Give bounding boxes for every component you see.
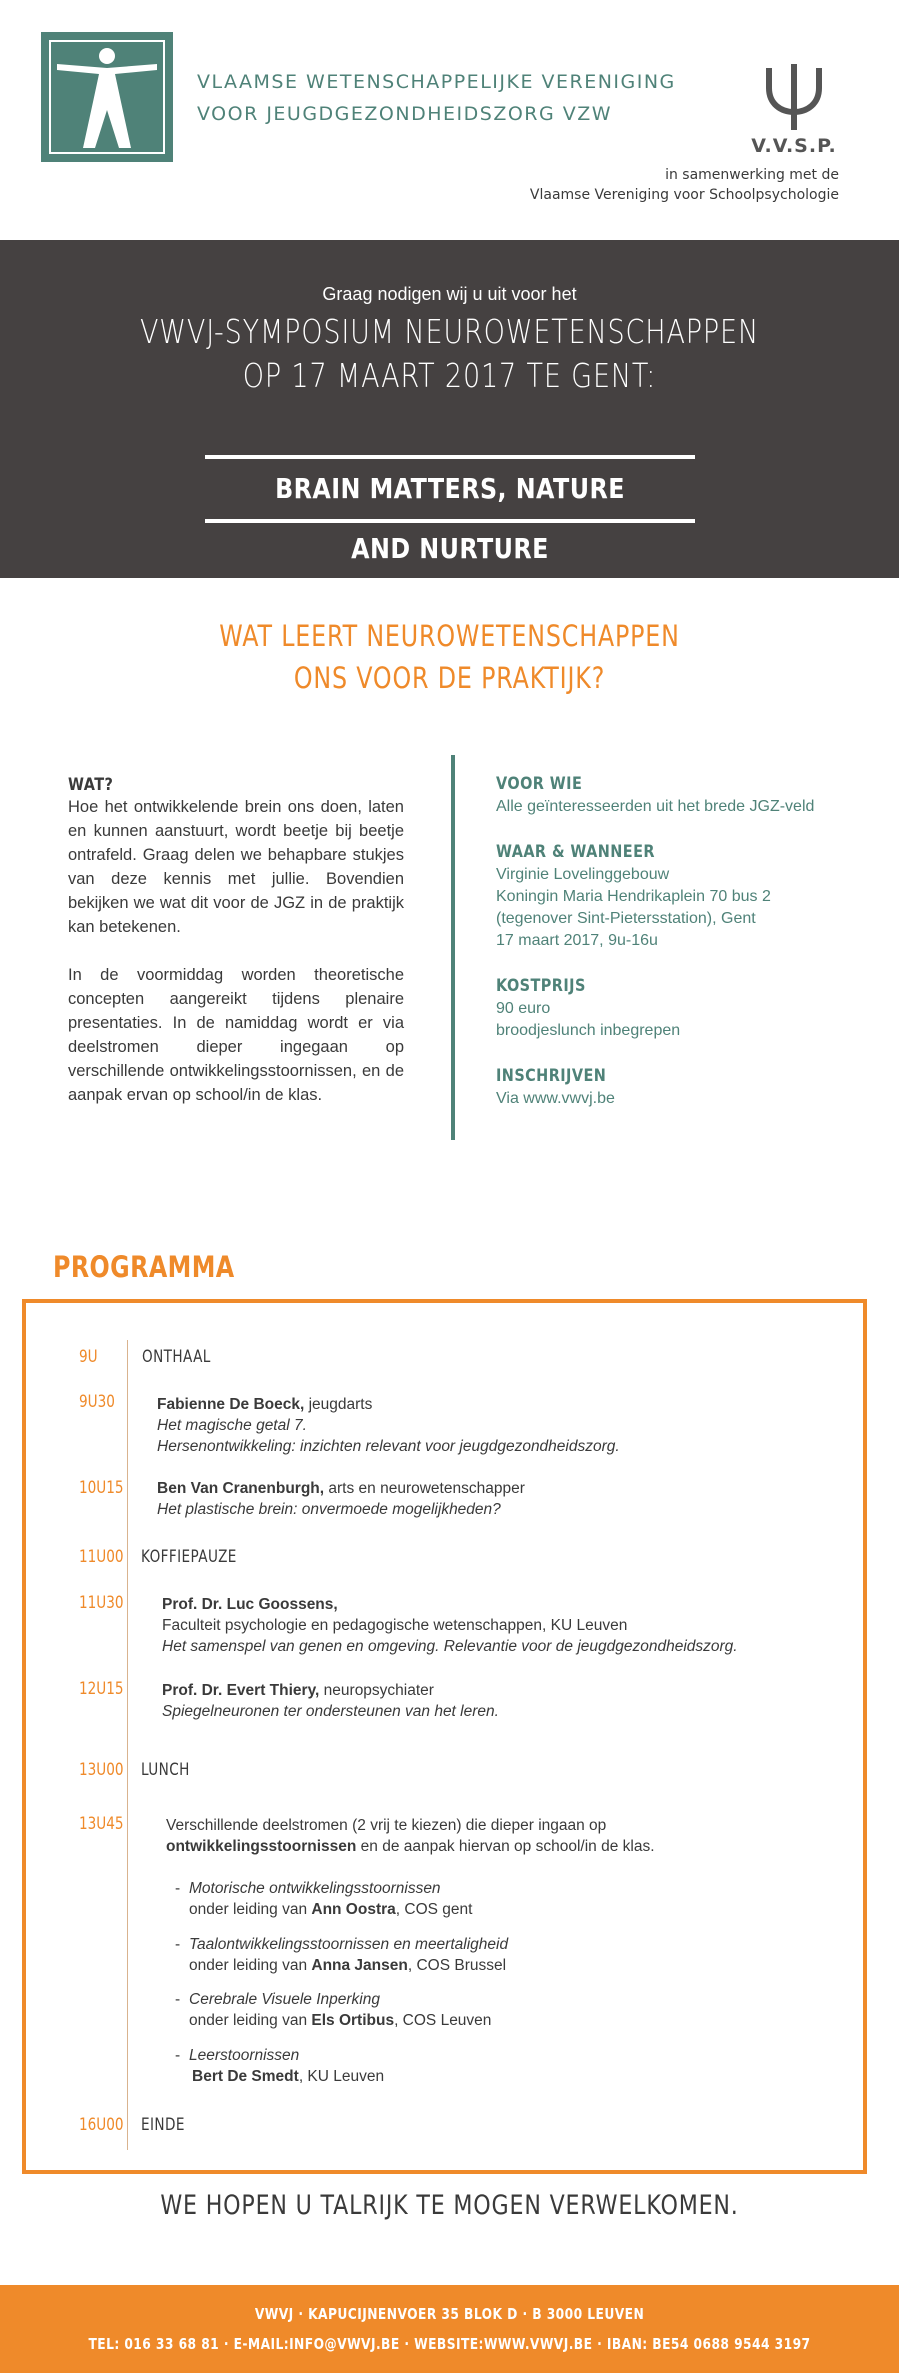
workshops-intro-2 (166, 1836, 655, 1857)
time-label: 9U30 (79, 1392, 115, 1412)
schedule-entry (162, 1594, 738, 1657)
theme-title: BRAIN MATTERS, NATURE AND NURTURE (275, 472, 625, 565)
venue-name: Virginie Lovelinggebouw (496, 866, 670, 883)
time-label: 11U00 (79, 1547, 124, 1567)
footer-address: VWVJ · KAPUCIJNENVOER 35 BLOK D · B 3000 LEUVEN (254, 2305, 645, 2323)
event-datetime: 17 maart 2017, 9u-16u (496, 932, 658, 949)
list-dash: - (175, 1991, 181, 2008)
subheading (81, 615, 818, 699)
talk-title-line2: Hersenontwikkeling: inzichten relevant voor jeugdgezondheidszorg. (157, 1438, 620, 1455)
speaker-name: Prof. Dr. Evert Thiery, (162, 1682, 320, 1699)
waar-wanneer-block (496, 842, 856, 952)
workshop-item (175, 1934, 509, 1976)
schedule-label: LUNCH (141, 1760, 190, 1780)
time-label: 13U45 (79, 1814, 124, 1834)
speaker-line (162, 1594, 738, 1615)
time-label: 9U (79, 1347, 98, 1367)
list-dash: - (175, 1936, 181, 1953)
what-section (68, 775, 404, 1131)
price-note: broodjeslunch inbegrepen (496, 1022, 681, 1039)
vvsp-logo (749, 62, 839, 157)
speaker-line (157, 1478, 525, 1499)
hero-banner (0, 240, 899, 578)
workshop-org: , COS gent (395, 1901, 473, 1918)
collab-line2: Vlaamse Vereniging voor Schoolpsychologie (529, 187, 839, 203)
speaker-name: Prof. Dr. Luc Goossens, (162, 1596, 338, 1613)
speaker-affiliation: Faculteit psychologie en pedagogische wetenschappen, KU Leuven (162, 1617, 628, 1634)
voor-wie-heading: VOOR WIE (496, 774, 583, 794)
time-label: 11U30 (79, 1593, 124, 1613)
speaker-line (162, 1680, 499, 1701)
column-divider (451, 755, 455, 1140)
workshop-topic (189, 2045, 384, 2066)
info-section (496, 774, 856, 1134)
voor-wie-block (496, 774, 856, 818)
register-link[interactable]: Via www.vwvj.be (496, 1090, 615, 1107)
collaboration-note (530, 165, 839, 205)
kostprijs-heading: KOSTPRIJS (496, 976, 586, 996)
talk-title-line1: Het magische getal 7. (157, 1417, 307, 1434)
inschrijven-heading: INSCHRIJVEN (496, 1066, 607, 1086)
workshop-org: , COS Leuven (394, 2012, 492, 2029)
talk-title (162, 1636, 738, 1657)
talk-title-line1: Spiegelneuronen ter ondersteunen van het leren. (162, 1703, 499, 1720)
theme-box (205, 455, 695, 565)
venue-address: Koningin Maria Hendrikaplein 70 bus 2 (496, 888, 771, 905)
workshop-leader: Els Ortibus (311, 2012, 395, 2029)
schedule-entry (162, 1680, 499, 1722)
workshops-intro: Verschillende deelstromen (2 vrij te kiezen) die dieper ingaan op (166, 1817, 607, 1834)
schedule-entry (157, 1394, 620, 1457)
price-text: 90 euro (496, 1000, 551, 1017)
workshops-topic: ontwikkelingsstoornissen (166, 1838, 357, 1855)
speaker-name: Fabienne De Boeck, (157, 1396, 305, 1413)
time-label: 10U15 (79, 1478, 124, 1498)
waar-wanneer-heading: WAAR & WANNEER (496, 842, 655, 862)
speaker-role: neuropsychiater (319, 1682, 434, 1699)
workshop-lead (189, 2010, 491, 2031)
voor-wie-text: Alle geïnteresseerden uit het brede JGZ-veld (496, 798, 815, 815)
subheading-line1: WAT LEERT NEUROWETENSCHAPPEN (219, 619, 680, 653)
vitruvian-logo-icon (49, 40, 165, 154)
speaker-name: Ben Van Cranenburgh, (157, 1480, 325, 1497)
workshop-topic-text: Taalontwikkelingsstoornissen en meertaligheid (189, 1936, 509, 1953)
psi-logo-icon (759, 62, 829, 130)
venue-note: (tegenover Sint-Pietersstation), Gent (496, 910, 756, 927)
talk-subtitle (157, 1436, 620, 1457)
workshop-topic (189, 1878, 472, 1899)
workshop-lead (189, 1899, 472, 1920)
workshop-lead-text: onder leiding van (189, 1957, 312, 1974)
workshop-org: , COS Brussel (407, 1957, 507, 1974)
invite-text: Graag nodigen wij u uit voor het (322, 284, 577, 304)
symposium-title (81, 310, 818, 398)
workshop-leader: Bert De Smedt (192, 2068, 299, 2085)
subheading-line2: ONS VOOR DE PRAKTIJK? (293, 661, 606, 695)
schedule-entry (157, 1478, 525, 1520)
workshop-lead (189, 1955, 508, 1976)
workshop-topic-text: Cerebrale Visuele Inperking (189, 1991, 380, 2008)
time-label: 16U00 (79, 2115, 124, 2135)
footer (0, 2285, 899, 2373)
collab-line1: in samenwerking met de (665, 167, 839, 183)
footer-contact: TEL: 016 33 68 81 · E-MAIL:INFO@VWVJ.BE · WEBSITE:WWW.VWVJ.BE · IBAN: BE54 0688 9544 3197 (88, 2335, 811, 2353)
org-name-line2: VOOR JEUGDGEZONDHEIDSZORG VZW (197, 103, 613, 125)
symposium-line2: OP 17 MAART 2017 TE GENT: (242, 356, 657, 395)
time-label: 13U00 (79, 1760, 124, 1780)
list-dash: - (175, 2047, 181, 2064)
workshop-item (175, 1989, 492, 2031)
schedule-entry (166, 1815, 655, 1857)
vvsp-label: V.V.S.P. (751, 135, 837, 157)
org-name-line1: VLAAMSE WETENSCHAPPELIJKE VERENIGING (197, 71, 676, 93)
time-label: 12U15 (79, 1679, 124, 1699)
what-paragraph-1: Hoe het ontwikkelende brein ons doen, laten en kunnen aanstuurt, wordt beetje bij beetje ontrafeld. Graag delen we behapbare stukjes van deze kennis met jullie. Bovendien bekijken we wat dit voor de JGZ in de praktijk kan betekenen. (68, 798, 404, 936)
inschrijven-block (496, 1066, 856, 1110)
talk-title (157, 1415, 620, 1436)
timeline-line (127, 1340, 128, 2150)
talk-title (157, 1499, 525, 1520)
talk-title-line1: Het samenspel van genen en omgeving. Relevantie voor de jeugdgezondheidszorg. (162, 1638, 738, 1655)
workshop-org: , KU Leuven (298, 2068, 385, 2085)
workshop-topic-text: Motorische ontwikkelingsstoornissen (189, 1880, 441, 1897)
workshop-topic-text: Leerstoornissen (189, 2047, 300, 2064)
speaker-line (157, 1394, 620, 1415)
what-paragraph-2: In de voormiddag worden theoretische concepten aangereikt tijdens plenaire presentaties. In de namiddag wordt er via deelstromen dieper ingegaan op verschillende ontwikkelingsstoornissen, en de aanpak ervan op school/in de klas. (68, 966, 404, 1104)
talk-title (162, 1701, 499, 1722)
speaker-role: jeugdarts (304, 1396, 373, 1413)
vwvj-logo (41, 32, 173, 162)
workshop-lead (189, 2066, 384, 2087)
closing-message: WE HOPEN U TALRIJK TE MOGEN VERWELKOMEN. (160, 2190, 739, 2221)
workshop-leader: Anna Jansen (311, 1957, 408, 1974)
what-heading: WAT? (68, 775, 114, 795)
speaker-role: arts en neurowetenschapper (324, 1480, 525, 1497)
workshop-topic (189, 1989, 491, 2010)
workshop-lead-text: onder leiding van (189, 2012, 312, 2029)
schedule-label: ONTHAAL (142, 1347, 211, 1367)
workshops-intro-rest: en de aanpak hiervan op school/in de klas. (356, 1838, 655, 1855)
schedule-label: EINDE (141, 2115, 185, 2135)
workshop-topic (189, 1934, 508, 1955)
talk-title-line1: Het plastische brein: onvermoede mogelijkheden? (157, 1501, 501, 1518)
workshop-lead-text: onder leiding van (189, 1901, 312, 1918)
org-name (197, 66, 676, 130)
list-dash: - (175, 1880, 181, 1897)
workshop-item (175, 1878, 473, 1920)
symposium-line1: VWVJ-SYMPOSIUM NEUROWETENSCHAPPEN (139, 312, 760, 351)
programma-title: PROGRAMMA (53, 1250, 235, 1284)
page-header (0, 0, 899, 240)
kostprijs-block (496, 976, 856, 1042)
schedule-label: KOFFIEPAUZE (141, 1547, 237, 1567)
workshop-item (175, 2045, 385, 2087)
workshop-leader: Ann Oostra (311, 1901, 396, 1918)
